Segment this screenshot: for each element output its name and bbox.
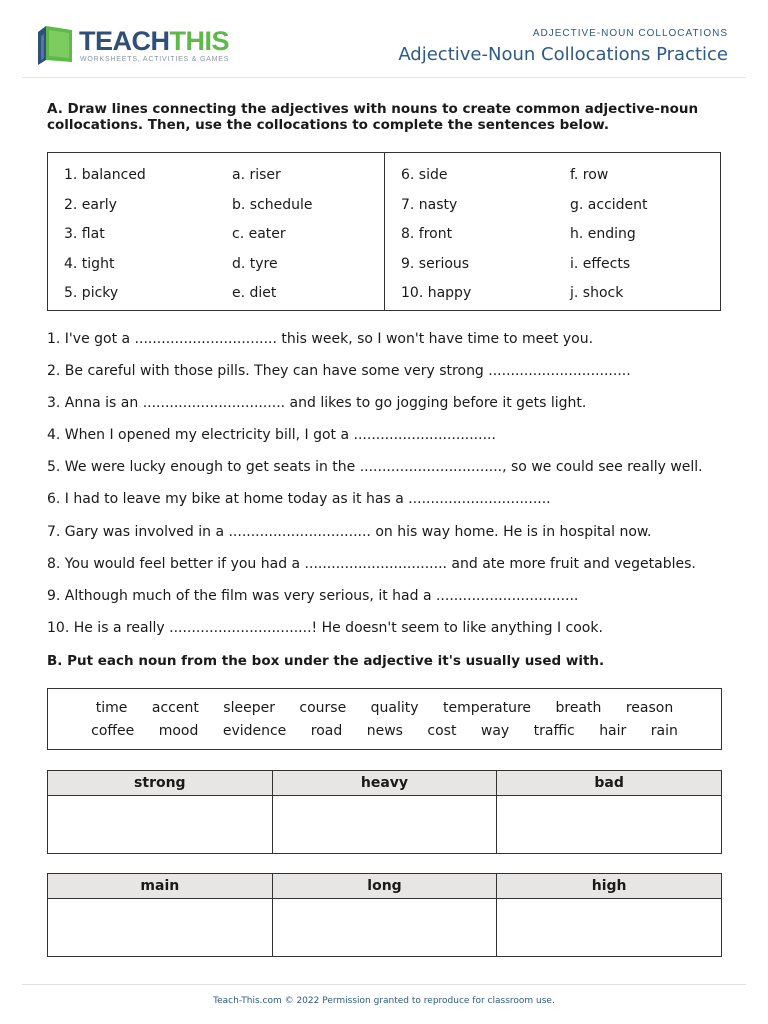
column-header-strong: strong [48,771,273,796]
sentence-item: 10. He is a really ................................! He doesn't seem to like anything I cook. [47,619,603,636]
section-b-instruction: B. Put each noun from the box under the adjective it's usually used with. [47,653,605,669]
matching-box-divider [384,153,385,310]
section-a-instruction: A. Draw lines connecting the adjectives with nouns to create common adjective-noun collocations. Then, use the collocations to complete the sentences below. [47,101,699,133]
answer-cell[interactable] [497,796,722,854]
column-header-long: long [272,874,497,899]
matching-item: 9. serious [401,255,470,272]
noun-word: mood [158,723,199,739]
answer-cell[interactable] [48,899,273,957]
answer-cell[interactable] [497,899,722,957]
copyright-footer: Teach-This.com © 2022 Permission granted to reproduce for classroom use. [213,996,555,1006]
sentence-item: 5. We were lucky enough to get seats in the ................................, so we could see really well. [47,459,703,476]
noun-word: course [299,700,347,716]
matching-item: 2. early [64,196,117,213]
answer-cell[interactable] [48,796,273,854]
noun-row-2 [48,722,721,740]
matching-item: b. schedule [232,196,313,213]
sentence-item: 3. Anna is an ................................ and likes to go jogging before it gets light. [47,395,587,412]
noun-word: news [366,723,403,739]
sentence-item: 2. Be careful with those pills. They can have some very strong ................................ [47,363,631,380]
noun-word: rain [650,723,678,739]
adjectives-column-1 [64,165,146,313]
worksheet-title: Adjective-Noun Collocations Practice [398,44,728,65]
nouns-column-1 [232,165,313,313]
sentence-item: 7. Gary was involved in a ................................ on his way home. He is in hospital now. [47,523,652,540]
sorting-table-1 [47,770,722,854]
matching-item: 4. tight [64,255,115,272]
matching-item: 7. nasty [401,196,458,213]
sentence-item: 6. I had to leave my bike at home today as it has a ................................ [47,491,551,508]
header-divider [22,77,746,78]
answer-cell[interactable] [272,899,497,957]
column-header-main: main [48,874,273,899]
sentence-item: 4. When I opened my electricity bill, I got a ................................ [47,427,496,444]
matching-item: g. accident [570,196,648,213]
page-header [0,0,768,78]
logo-tagline: WORKSHEETS, ACTIVITIES & GAMES [80,56,230,63]
logo-word-teach: TEACH [79,26,170,56]
noun-word: way [480,723,510,739]
matching-item: 5. picky [64,285,119,301]
column-header-high: high [497,874,722,899]
matching-box [47,152,721,311]
nouns-column-2 [570,165,648,313]
matching-item: 6. side [401,167,448,183]
matching-item: 8. front [401,226,453,242]
book-logo-icon [36,24,76,66]
sentence-item: 9. Although much of the film was very serious, it had a ................................ [47,587,579,604]
matching-item: c. eater [232,226,286,242]
noun-word: evidence [222,723,287,739]
matching-item: 3. flat [64,226,105,242]
adjectives-column-2 [401,165,471,313]
noun-word: sleeper [223,700,275,716]
matching-item: i. effects [570,255,631,272]
column-header-bad: bad [497,771,722,796]
noun-row-1 [48,699,721,717]
sentence-item: 1. I've got a ................................ this week, so I won't have time to meet you. [47,331,594,347]
noun-word: reason [625,700,674,716]
noun-word-box [47,688,722,750]
teach-this-logo [36,22,236,68]
noun-word: cost [427,723,457,739]
sorting-table-2 [47,873,722,957]
matching-item: a. riser [232,167,281,183]
matching-item: h. ending [570,226,636,242]
noun-word: coffee [91,723,135,739]
noun-word: accent [151,700,199,716]
noun-word: quality [370,700,419,716]
matching-item: j. shock [570,285,624,301]
sentence-item: 8. You would feel better if you had a ................................ and ate more fruit and vegetables. [47,555,696,572]
noun-word: time [95,700,128,716]
noun-word: breath [555,700,602,716]
matching-item: 1. balanced [64,167,146,183]
matching-item: 10. happy [401,285,472,301]
matching-item: d. tyre [232,255,278,272]
logo-word-this: THIS [169,26,230,56]
logo-wordmark [79,26,229,56]
noun-word: hair [599,723,627,739]
footer-divider [22,984,746,985]
noun-word: traffic [533,723,575,739]
matching-item: f. row [570,167,609,183]
column-header-heavy: heavy [272,771,497,796]
matching-item: e. diet [232,285,277,301]
topic-kicker: ADJECTIVE-NOUN COLLOCATIONS [532,28,728,39]
noun-word: temperature [443,700,532,716]
answer-cell[interactable] [272,796,497,854]
sentence-list [47,328,737,649]
noun-word: road [310,723,343,739]
